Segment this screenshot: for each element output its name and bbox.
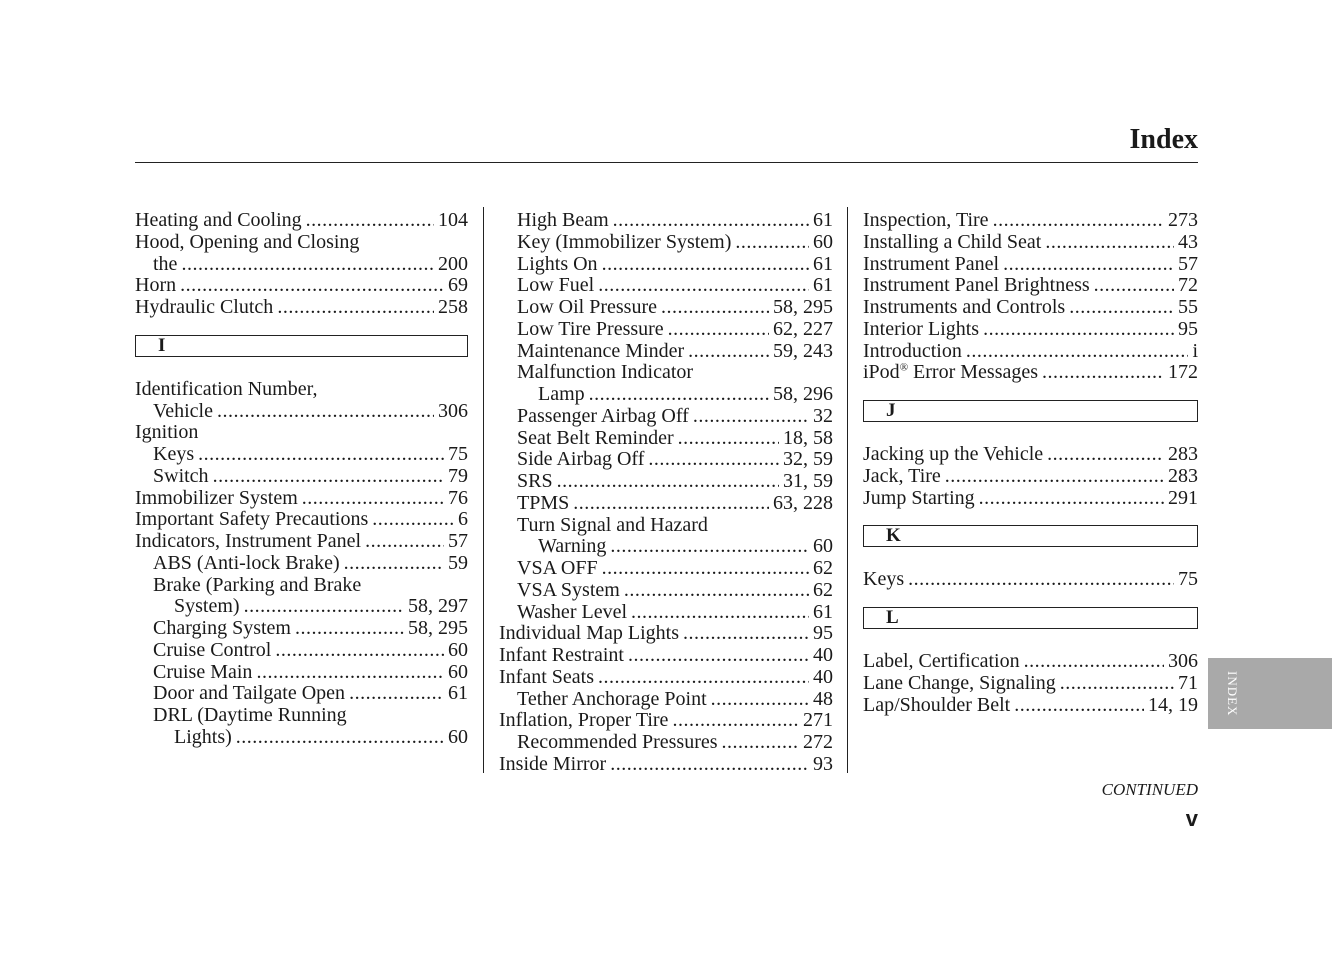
index-entry [499, 232, 833, 254]
index-entry-page: 93 [813, 753, 833, 775]
index-entry-label: Immobilizer System [135, 487, 298, 509]
dot-leader [693, 406, 809, 428]
index-entry-page: 61 [448, 683, 468, 705]
dot-leader [624, 580, 809, 602]
dot-leader [1060, 673, 1174, 695]
index-entry [499, 623, 833, 645]
index-entry-label: Infant Restraint [499, 645, 624, 666]
dot-leader [735, 232, 809, 254]
index-entry-page: 62 [813, 558, 833, 579]
index-entry-label: Individual Map Lights [499, 623, 679, 645]
index-entry [499, 754, 833, 776]
index-entry-page: 69 [448, 275, 468, 297]
index-entry-label: Indicators, Instrument Panel [135, 531, 362, 552]
section-letter-header: J [863, 400, 1198, 422]
index-entry [135, 297, 468, 319]
dot-leader [613, 210, 809, 232]
continued-note: CONTINUED [1101, 780, 1198, 799]
index-entry-label: Important Safety Precautions [135, 509, 369, 531]
dot-leader [573, 493, 769, 515]
index-entry-label: Lane Change, Signaling [863, 672, 1056, 694]
index-entry-page: 58, 295 [408, 618, 468, 639]
section-letter-header: I [135, 335, 468, 357]
index-entry-label: Heating and Cooling [135, 210, 302, 231]
index-entry [499, 645, 833, 667]
index-entry [499, 297, 833, 319]
index-entry-label: Passenger Airbag Off [517, 405, 689, 427]
dot-leader [236, 727, 444, 749]
index-entry-page: 60 [448, 726, 468, 748]
dot-leader [302, 488, 444, 510]
index-entry-page: 40 [813, 666, 833, 688]
section-tab-label: INDEX [1225, 671, 1240, 717]
index-entry-page: 61 [813, 275, 833, 297]
dot-leader [610, 754, 809, 776]
index-entry-page: 75 [448, 444, 468, 465]
index-entry-page: 63, 228 [773, 492, 833, 514]
index-entry [863, 695, 1198, 717]
index-entry [499, 362, 833, 384]
index-entry [135, 531, 468, 553]
index-entry-label: Instruments and Controls [863, 297, 1066, 318]
index-entry [135, 232, 468, 254]
dot-leader [1069, 297, 1174, 319]
dot-leader [344, 553, 444, 575]
dot-leader [349, 683, 444, 705]
index-entry-label: Keys [863, 569, 905, 591]
index-entry-page: 95 [813, 623, 833, 645]
index-entry-label: Infant Seats [499, 666, 594, 688]
column-divider [847, 207, 848, 773]
index-entry-label: System) [174, 596, 240, 618]
index-entry [499, 558, 833, 580]
dot-leader [213, 466, 444, 488]
dot-leader [966, 341, 1189, 363]
index-entry-label: Lights) [174, 726, 232, 748]
index-entry [135, 727, 468, 749]
index-entry [499, 384, 833, 406]
index-entry [863, 673, 1198, 695]
index-entry [863, 341, 1198, 363]
dot-leader [661, 297, 769, 319]
index-entry [499, 275, 833, 297]
index-entry-page: 273 [1168, 210, 1198, 231]
index-entry-label: Instrument Panel [863, 253, 1000, 275]
index-entry-label: Installing a Child Seat [863, 231, 1042, 253]
index-entry-label: Side Airbag Off [517, 449, 645, 471]
index-entry-page: 57 [1178, 253, 1198, 275]
index-entry-label: Door and Tailgate Open [153, 683, 346, 705]
dot-leader [672, 710, 799, 732]
index-entry-page: 59, 243 [773, 340, 833, 362]
dot-leader [256, 662, 444, 684]
index-entry-page: 57 [448, 531, 468, 552]
dot-leader [217, 401, 434, 423]
index-entry-label: Jack, Tire [863, 465, 941, 487]
dot-leader [277, 297, 434, 319]
registered-mark: ® [899, 362, 909, 374]
index-entry [499, 210, 833, 232]
dot-leader [722, 732, 799, 754]
index-entry-page: 31, 59 [783, 471, 833, 492]
index-entry-label: Malfunction Indicator [517, 362, 694, 384]
index-entry-label: Inspection, Tire [863, 210, 989, 231]
index-entry-page: 71 [1178, 672, 1198, 694]
section-letter-header: K [863, 525, 1198, 547]
index-entry [499, 580, 833, 602]
index-entry-label: Tether Anchorage Point [517, 688, 707, 710]
index-entry-page: 48 [813, 688, 833, 710]
page-title: Index [1129, 124, 1198, 155]
index-entry-page: 59 [448, 552, 468, 574]
index-entry-page: 283 [1168, 465, 1198, 487]
index-entry-label: Switch [153, 465, 209, 487]
index-entry-page: i [1192, 340, 1198, 362]
index-entry-label: Low Fuel [517, 275, 595, 297]
dot-leader [668, 319, 769, 341]
index-entry-page: 40 [813, 645, 833, 666]
index-entry [499, 471, 833, 493]
index-entry [135, 254, 468, 276]
index-entry [863, 651, 1198, 673]
index-entry [499, 710, 833, 732]
section-letter-header: L [863, 607, 1198, 629]
column-divider [483, 207, 484, 773]
index-entry [499, 732, 833, 754]
index-entry-page: 258 [438, 297, 468, 318]
index-entry-label: Horn [135, 275, 177, 297]
index-entry [135, 488, 468, 510]
index-entry-label: Warning [538, 536, 607, 558]
index-entry [499, 689, 833, 711]
index-entry [135, 705, 468, 727]
index-entry-page: 58, 295 [773, 297, 833, 318]
index-entry-label: TPMS [517, 492, 570, 514]
index-entry [499, 254, 833, 276]
index-entry-page: 6 [458, 509, 468, 531]
index-entry-label: Low Oil Pressure [517, 297, 657, 318]
index-entry [135, 444, 468, 466]
dot-leader [711, 689, 809, 711]
dot-leader [1014, 695, 1144, 717]
dot-leader [683, 623, 809, 645]
index-entry [499, 449, 833, 471]
index-entry-label: Brake (Parking and Brake [153, 574, 362, 596]
index-entry-page: 32 [813, 405, 833, 427]
index-entry-page: 306 [438, 400, 468, 422]
index-entry [499, 667, 833, 689]
index-entry [863, 444, 1198, 466]
index-entry [135, 575, 468, 597]
index-entry-label: Label, Certification [863, 651, 1020, 672]
index-entry-label: VSA OFF [517, 558, 598, 579]
index-entry-label: VSA System [517, 579, 620, 601]
index-entry-page: 18, 58 [783, 427, 833, 449]
index-entry-label: Vehicle [153, 400, 213, 422]
index-column-2 [499, 210, 833, 776]
index-entry-page: 14, 19 [1148, 694, 1198, 716]
index-entry-label: Lap/Shoulder Belt [863, 694, 1011, 716]
dot-leader [678, 428, 779, 450]
dot-leader [295, 618, 404, 640]
dot-leader [275, 640, 444, 662]
index-entry-label-text: iPod [863, 362, 900, 384]
index-entry-label: Recommended Pressures [517, 732, 718, 753]
index-entry-label: Low Tire Pressure [517, 318, 664, 340]
index-entry [863, 254, 1198, 276]
index-entry [135, 275, 468, 297]
index-entry-page: 60 [813, 231, 833, 253]
dot-leader [180, 275, 444, 297]
dot-leader [688, 341, 769, 363]
index-entry-label: Jump Starting [863, 487, 975, 509]
index-entry [135, 466, 468, 488]
index-entry-label: Inflation, Proper Tire [499, 710, 669, 732]
index-entry [135, 422, 468, 444]
index-entry-label: Maintenance Minder [517, 340, 685, 362]
index-entry-page: 60 [448, 661, 468, 683]
index-entry-label: Interior Lights [863, 318, 980, 340]
index-entry-label: Key (Immobilizer System) [517, 231, 732, 253]
index-entry-page: 76 [448, 487, 468, 509]
index-entry [499, 515, 833, 537]
index-entry-page: 61 [813, 210, 833, 231]
index-entry [863, 232, 1198, 254]
index-entry-label: Hood, Opening and Closing [135, 231, 360, 253]
index-entry-page: 62 [813, 579, 833, 601]
page-number: v [1185, 806, 1198, 831]
dot-leader [1045, 232, 1174, 254]
index-entry [135, 596, 468, 618]
index-entry-page: 75 [1178, 569, 1198, 591]
index-entry-page: 200 [438, 253, 468, 275]
dot-leader [306, 210, 434, 232]
index-entry [135, 401, 468, 423]
index-entry-label: Washer Level [517, 601, 627, 623]
index-entry-label: the [153, 253, 178, 275]
index-entry-page: 58, 296 [773, 384, 833, 405]
index-entry-page: 104 [438, 210, 468, 231]
index-entry-label: Cruise Main [153, 661, 253, 683]
index-entry [135, 640, 468, 662]
dot-leader [598, 275, 809, 297]
index-entry-page: 271 [803, 710, 833, 732]
index-entry-page: 61 [813, 253, 833, 275]
index-entry [863, 210, 1198, 232]
index-entry-page: 272 [803, 732, 833, 753]
index-entry-page: 172 [1168, 362, 1198, 384]
index-entry-page: 79 [448, 465, 468, 487]
index-entry-page: 60 [448, 639, 468, 661]
dot-leader [1094, 275, 1174, 297]
dot-leader [610, 536, 809, 558]
index-entry-page: 32, 59 [783, 449, 833, 471]
dot-leader [979, 488, 1164, 510]
dot-leader [244, 596, 404, 618]
index-entry-label: ABS (Anti-lock Brake) [153, 552, 340, 574]
dot-leader [557, 471, 779, 493]
dot-leader [993, 210, 1164, 232]
index-entry-label: Keys [153, 444, 195, 465]
index-entry [135, 618, 468, 640]
index-entry-page: 55 [1178, 297, 1198, 318]
dot-leader [598, 667, 809, 689]
index-entry [135, 662, 468, 684]
index-entry-label: Ignition [135, 422, 199, 444]
index-entry [135, 683, 468, 705]
index-entry [135, 553, 468, 575]
index-entry [863, 362, 1198, 384]
index-entry-page: 58, 297 [408, 596, 468, 618]
index-entry-label: Lights On [517, 253, 598, 275]
index-entry [499, 428, 833, 450]
index-entry-page: 60 [813, 536, 833, 558]
index-entry [863, 488, 1198, 510]
index-entry [499, 493, 833, 515]
index-entry-page: 43 [1178, 231, 1198, 253]
index-entry [499, 341, 833, 363]
index-entry-label: Instrument Panel Brightness [863, 275, 1090, 297]
index-column-1 [135, 210, 468, 749]
index-entry [499, 406, 833, 428]
index-entry-label: Turn Signal and Hazard [517, 514, 708, 536]
index-entry [863, 319, 1198, 341]
index-entry [863, 569, 1198, 591]
index-entry-label: Cruise Control [153, 639, 272, 661]
header-rule [135, 162, 1198, 163]
index-entry-page: 306 [1168, 651, 1198, 672]
dot-leader [365, 531, 444, 553]
index-entry-label: Inside Mirror [499, 753, 607, 775]
index-entry [135, 210, 468, 232]
dot-leader [628, 645, 809, 667]
dot-leader [945, 466, 1164, 488]
index-entry-page: 291 [1168, 487, 1198, 509]
index-entry-label-text: Error Messages [908, 362, 1039, 384]
dot-leader [602, 558, 809, 580]
index-entry-label: Hydraulic Clutch [135, 297, 274, 318]
index-entry [499, 319, 833, 341]
dot-leader [372, 509, 454, 531]
index-entry-label: Charging System [153, 618, 291, 639]
index-entry-label: High Beam [517, 210, 609, 231]
dot-leader [631, 602, 809, 624]
index-entry [863, 466, 1198, 488]
index-entry-label: Introduction [863, 340, 962, 362]
index-entry [135, 379, 468, 401]
dot-leader [983, 319, 1174, 341]
dot-leader [908, 569, 1174, 591]
dot-leader [198, 444, 444, 466]
index-entry-label: Jacking up the Vehicle [863, 444, 1044, 465]
dot-leader [181, 254, 434, 276]
index-entry [499, 536, 833, 558]
dot-leader [1042, 362, 1164, 384]
index-entry-label: Seat Belt Reminder [517, 427, 674, 449]
index-entry-label [863, 362, 1038, 384]
dot-leader [1047, 444, 1164, 466]
index-entry [863, 275, 1198, 297]
dot-leader [648, 449, 779, 471]
index-entry-label: Lamp [538, 384, 585, 405]
dot-leader [602, 254, 809, 276]
index-entry-page: 72 [1178, 275, 1198, 297]
index-column-3 [863, 210, 1198, 716]
index-entry [135, 509, 468, 531]
dot-leader [589, 384, 769, 406]
index-entry [499, 602, 833, 624]
index-entry-label: SRS [517, 471, 553, 492]
index-entry-page: 283 [1168, 444, 1198, 465]
index-entry-page: 61 [813, 601, 833, 623]
dot-leader [1024, 651, 1164, 673]
index-entry [863, 297, 1198, 319]
index-entry-page: 95 [1178, 318, 1198, 340]
index-entry-label: Identification Number, [135, 378, 318, 400]
index-entry-label: DRL (Daytime Running [153, 705, 347, 726]
dot-leader [1003, 254, 1174, 276]
index-entry-page: 62, 227 [773, 318, 833, 340]
